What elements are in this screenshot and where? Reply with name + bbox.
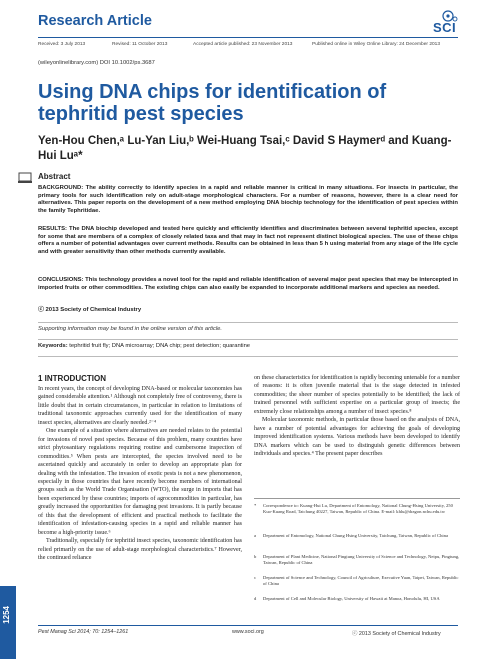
footnote-affiliation-b [254,554,460,566]
body-column-left [38,385,242,563]
intro-paragraph-3: Traditionally, especially for tephritid insect species, taxonomic identification has relied primarily on the use of adult-stage morphological characteristics.⁷ However, the continued reliance [38,538,242,562]
abstract-conclusions [38,277,458,292]
page-number: 1254 [2,606,11,624]
keywords-line [38,343,458,349]
footnote-affiliation-c [254,575,460,587]
keywords-divider [38,339,458,340]
intro-paragraph-4: on these characteristics for identification is rapidly becoming untenable for a number of reasons: it is often juvenile material that is the stage detected in infested commodities; the sheer number of species potentially to be identified; the lack of trained personnel with sufficient expertise on a particular group of insects; the extremely close relationships among a number of insect species.⁸ [254,375,460,415]
conclusions-text: This technology provides a novel tool for the rapid and reliable identification of several major pest species that may be intercepted in imported fruits or other commodities. The existing chips can also easily be expanded to incorporate additional markers and species as needed. [38,277,458,291]
article-type-label: Research Article [38,13,152,29]
results-label: RESULTS: [38,226,68,232]
abstract-divider [38,322,458,323]
footnote-text: Department of Entomology, National Chung Hsing University, Taichung, Taiwan, Republic of China [263,533,448,538]
received-date: Received: 3 July 2013 [38,42,86,47]
intro-paragraph-1: In recent years, the concept of developing DNA-based or molecular taxonomies has gained considerable attention.¹ Although not completely free of controversy, there is little doubt that in certain circumstances, in particular in relation to limitations of traditional taxonomic approaches currently used for the identification of many insect species, alternatives are clearly needed.²⁻⁴ [38,386,242,426]
footnote-mark: b [254,554,257,559]
footer-divider [38,625,458,626]
footnote-mark: a [254,533,257,538]
background-text: The ability correctly to identify species in a rapid and reliable manner is critical in many situations. For insects in particular, the primary tools for such identification rely on adult-stage morphological characters. For a number of reasons, however, there is a clear need for alternatives. This paper reports on the development of a new method employing DNA biochip technology for the identification of pest species within the family Tephritidae. [38,185,458,214]
intro-paragraph-2: One example of a situation where alternatives are needed relates to the potential for invasions of novel pest species. Because of this problem, many countries have strict phytosanitary regulations requiring routine and cumbersome inspection of commodities.⁵ When pests are intercepted, the species involved need to be ascertained quickly and accurately in order to develop an appropriate plan for dealing with the infestation. The invasion of exotic pests is not a new phenomenon, especially in those countries that have recently become members of international groups such as the World Trade Organisation (WTO), the surge in imports that has been experienced by these countries; imports of agrocommodities in particular, has greatly increased the opportunities for damaging pest invasions. It is partly because of this that the development of efficient and practical methods to facilitate the identification of infestation-causing species in a rapid and reliable manner has become a high-priority issue.⁶ [38,428,242,536]
footnote-text: Department of Science and Technology, Council of Agriculture, Executive Yuan, Taipei, Taiwan, Republic of China [263,575,459,587]
footnote-text: Correspondence to: Kuang-Hui Lu, Department of Entomology, National Chung-Hsing University, 250 Kuo-Kuang Road, Taichung 40227, Taiwan, Republic of China. E-mail: khlu@dragon.nchu.edu.tw [263,503,453,515]
footnote-divider [254,498,460,499]
body-column-right [254,374,460,459]
keywords-bottom-divider [38,356,458,357]
abstract-icon [18,171,32,183]
abstract-background [38,185,458,215]
introduction-heading: 1 INTRODUCTION [38,374,106,383]
abstract-copyright-text: ⓒ 2013 Society of Chemical Industry [38,307,142,313]
footnote-text: Department of Plant Medicine, National Pingtung University of Science and Technology, Neipu, Pingtung, Taiwan, Republic of China [263,554,460,566]
results-text: The DNA biochip developed and tested here quickly and efficiently identifies and discriminates between several tephritid species, except for some that are members of a complex of closely related taxa and that may in fact not represent distinct biological species. The use of these chips offers a number of potential advantages over current methods. Results can be obtained in less than 5 h using material from any stage of the life cycle and with greater sensitivity than other methods currently available. [38,226,458,255]
conclusions-label: CONCLUSIONS: [38,277,84,283]
footnote-affiliation-d [254,596,460,602]
footer-copyright: ⓒ 2013 Society of Chemical Industry [352,631,441,637]
footnote-mark: d [254,596,257,601]
intro-paragraph-5: Molecular taxonomic methods, in particular those based on the analysis of DNA, have a number of potential advantages for achieving the goals of developing improved identification systems. Various methods have been developed to identify DNA markers which can be used to distinguish genetic differences between individuals and species.⁴ The present paper describes [254,417,460,458]
abstract-results [38,226,458,256]
header-divider [38,37,458,38]
article-title: Using DNA chips for identification of tephritid pest species [38,81,387,125]
author-list: Yen-Hou Chen,ᵃ Lu-Yan Liu,ᵇ Wei-Huang Tsai,ᶜ David S Haymerᵈ and Kuang-Hui Luᵃ* [38,135,452,162]
revised-date: Revised: 11 October 2013 [112,42,168,47]
footnote-mark: * [254,503,257,508]
abstract-copyright [38,307,458,315]
footnote-text: Department of Cell and Molecular Biology, University of Hawaii at Manoa, Honolulu, HI, USA [263,596,440,601]
sci-logo [424,8,464,38]
keywords-text: tephritid fruit fly; DNA microarray; DNA chip; pest detection; quarantine [69,343,251,349]
footnote-mark: c [254,575,257,580]
accepted-date: Accepted article published: 23 November 2013 [193,42,293,47]
supporting-info-note: Supporting information may be found in the online version of this article. [38,326,222,332]
abstract-heading: Abstract [38,172,71,181]
page-number-badge [0,586,16,659]
keywords-label: Keywords: [38,343,68,349]
background-label: BACKGROUND: [38,185,84,191]
published-date: Published online in Wiley Online Library: 24 December 2013 [312,42,440,47]
footnote-affiliation-a [254,533,460,539]
society-url[interactable]: www.soci.org [232,629,264,635]
footnote-correspondence [254,503,460,515]
journal-citation: Pest Manag Sci 2014; 70: 1254–1261 [38,629,129,635]
doi-link[interactable]: (wileyonlinelibrary.com) DOI 10.1002/ps.3687 [38,60,155,66]
sci-logo-text: SCI [433,20,457,35]
